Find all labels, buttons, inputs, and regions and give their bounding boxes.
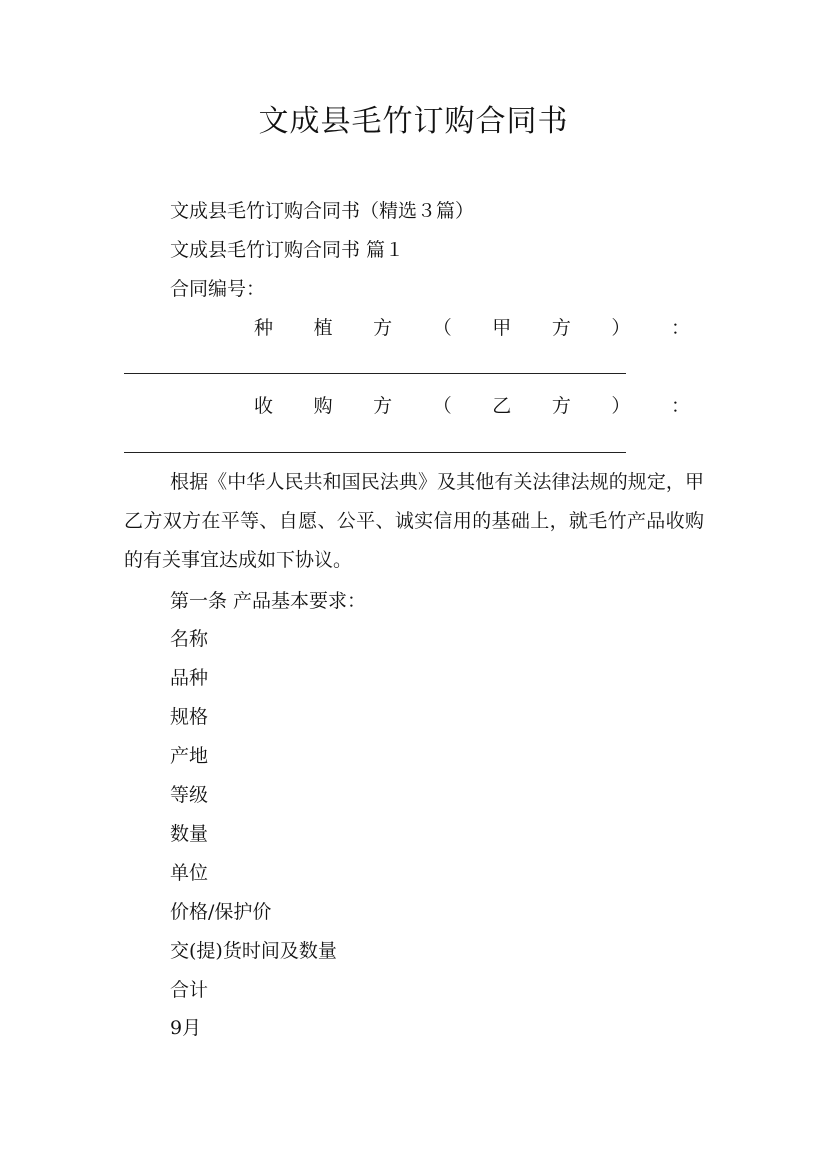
preamble-paragraph: 根据《中华人民共和国民法典》及其他有关法律法规的规定，甲乙方双方在平等、自愿、公平、诚实信用的基础上，就毛竹产品收购的有关事宜达成如下协议。: [124, 471, 704, 571]
party-a-char: （: [432, 317, 452, 339]
list-item: 数量: [170, 823, 209, 845]
list-item: 规格: [170, 706, 209, 728]
list-item: 品种: [170, 667, 209, 689]
party-b-char: 乙: [492, 395, 512, 417]
party-b-label: [254, 392, 690, 420]
party-b-char: ）: [611, 395, 631, 417]
party-a-char: 甲: [492, 317, 512, 339]
party-b-char: 方: [373, 395, 393, 417]
party-b-char: （: [432, 395, 452, 417]
list-item: 名称: [170, 628, 209, 650]
list-item: 产地: [170, 745, 209, 767]
document-title: 文成县毛竹订购合同书: [258, 104, 569, 139]
party-b-char: 购: [313, 395, 333, 417]
party-b-blank-line: [124, 452, 626, 453]
party-b-char: ：: [670, 395, 690, 417]
party-a-char: 方: [551, 317, 571, 339]
list-item: 单位: [170, 862, 209, 884]
party-a-char: 方: [373, 317, 393, 339]
party-a-blank-line: [124, 373, 626, 374]
list-item: 合计: [170, 979, 209, 1001]
article-one-heading: 第一条 产品基本要求：: [170, 590, 367, 612]
section-heading: 文成县毛竹订购合同书 篇１: [170, 239, 405, 261]
party-a-char: 植: [313, 317, 333, 339]
contract-number-label: 合同编号：: [170, 278, 266, 300]
document-subtitle: 文成县毛竹订购合同书（精选３篇）: [170, 200, 475, 222]
party-a-char: ：: [670, 317, 690, 339]
list-item: 交(提)货时间及数量: [170, 940, 337, 962]
list-item: 价格/保护价: [170, 901, 272, 923]
party-a-char: 种: [254, 317, 274, 339]
party-a-char: ）: [611, 317, 631, 339]
party-b-char: 方: [551, 395, 571, 417]
party-a-label: [254, 314, 690, 342]
party-b-char: 收: [254, 395, 274, 417]
list-item: 等级: [170, 784, 209, 806]
list-item: 9月: [170, 1017, 202, 1039]
